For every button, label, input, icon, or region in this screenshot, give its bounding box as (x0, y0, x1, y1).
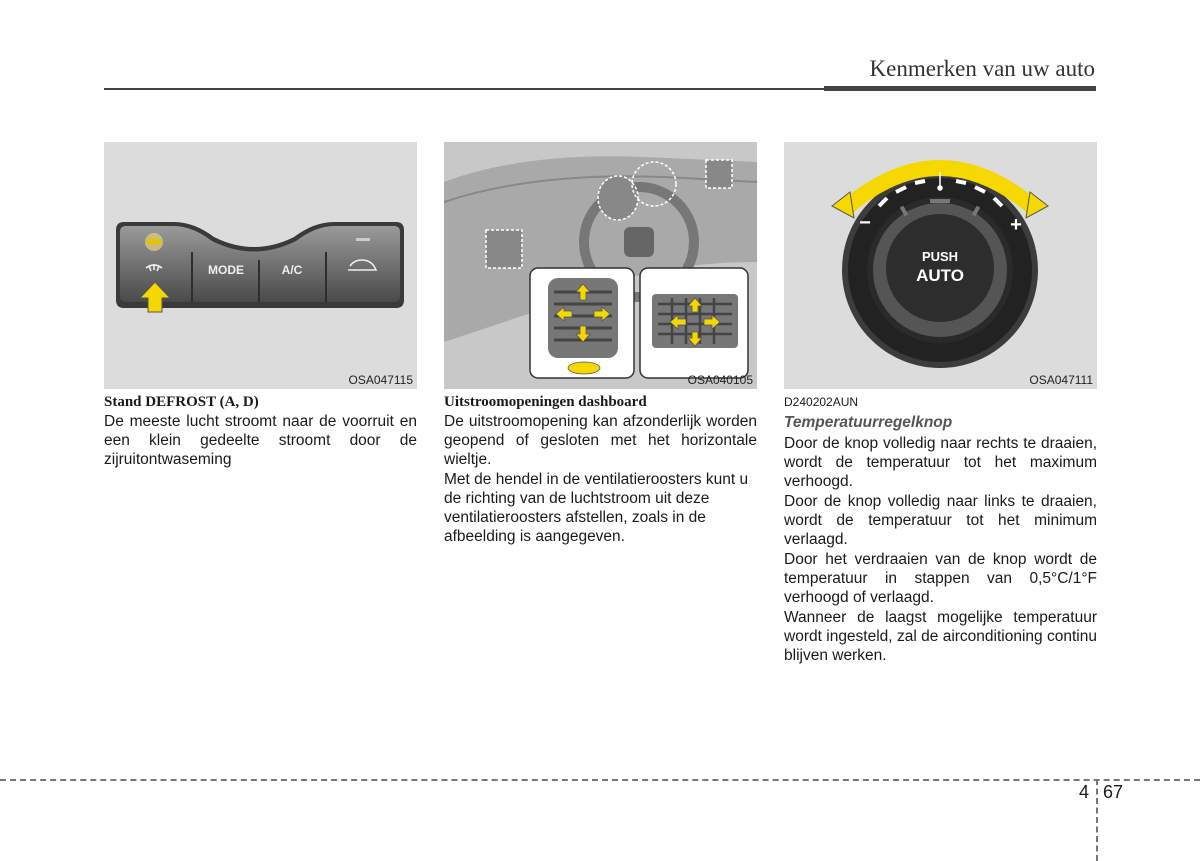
paragraph: Door de knop volledig naar rechts te draaien, wordt de temperatuur tot het maximum verhoogd. (784, 435, 1097, 490)
column-right (784, 393, 1097, 666)
paragraph: Met de hendel in de ventilatieroosters kunt u de richting van de luchtstroom uit deze ventilatieroosters afstellen, zoals in de afbeelding is aangegeven. (444, 471, 749, 545)
right-vent-marker (706, 160, 732, 188)
auto-label: AUTO (916, 266, 964, 285)
minus-label: − (859, 212, 871, 234)
rotate-left-arrow-icon (832, 192, 854, 218)
section-heading: Stand DEFROST (A, D) (104, 394, 259, 410)
vent-closeup-left (530, 268, 634, 378)
figure-dashboard-vents (444, 142, 757, 389)
footer-divider (1096, 779, 1098, 861)
page-number: 67 (1103, 782, 1124, 802)
section-code: D240202AUN (784, 395, 859, 409)
ac-button-label: A/C (281, 263, 303, 277)
figure-temperature-knob (784, 142, 1097, 389)
footer-rule (0, 779, 1200, 781)
section-heading: Temperatuurregelknop (784, 414, 953, 431)
defrost-indicator-glow (145, 233, 163, 251)
column-left (104, 393, 417, 470)
push-label: PUSH (921, 249, 959, 264)
chapter-number: 4 (1079, 782, 1090, 802)
dashboard-vents-illustration (444, 142, 757, 389)
figure-code: OSA040105 (687, 373, 753, 387)
paragraph: Door het verdraaien van de knop wordt de temperatuur in stappen van 0,5°C/1°F verhoogd of verlaagd. (784, 551, 1097, 606)
indicator-dots (356, 238, 370, 241)
temperature-knob-illustration (784, 142, 1097, 389)
rotate-right-arrow-icon (1026, 192, 1048, 218)
paragraph: Door de knop volledig naar links te draaien, wordt de temperatuur tot het minimum verlaagd. (784, 493, 1097, 548)
defrost-panel-illustration (104, 142, 417, 389)
figure-code: OSA047111 (1029, 373, 1093, 387)
page-header-title: Kenmerken van uw auto (869, 56, 1095, 81)
paragraph: De meeste lucht stroomt naar de voorruit en een klein gedeelte stroomt door de zijruitontwaseming (104, 413, 417, 468)
figure-defrost-panel (104, 142, 417, 389)
paragraph: De uitstroomopening kan afzonderlijk worden geopend of gesloten met het horizontale wieltje. (444, 413, 757, 468)
column-middle (444, 393, 757, 547)
paragraph: Wanneer de laagst mogelijke temperatuur wordt ingesteld, zal de airconditioning continu blijven werken. (784, 609, 1097, 664)
thumbwheel-arrow-icon (568, 362, 600, 374)
header-rule-accent (824, 86, 1096, 91)
section-heading: Uitstroomopeningen dashboard (444, 394, 647, 410)
mode-button-label: MODE (208, 263, 244, 277)
figure-code: OSA047115 (348, 373, 413, 387)
vent-closeup-right (640, 268, 748, 378)
left-vent-marker (486, 230, 522, 268)
plus-label: + (1010, 214, 1022, 236)
